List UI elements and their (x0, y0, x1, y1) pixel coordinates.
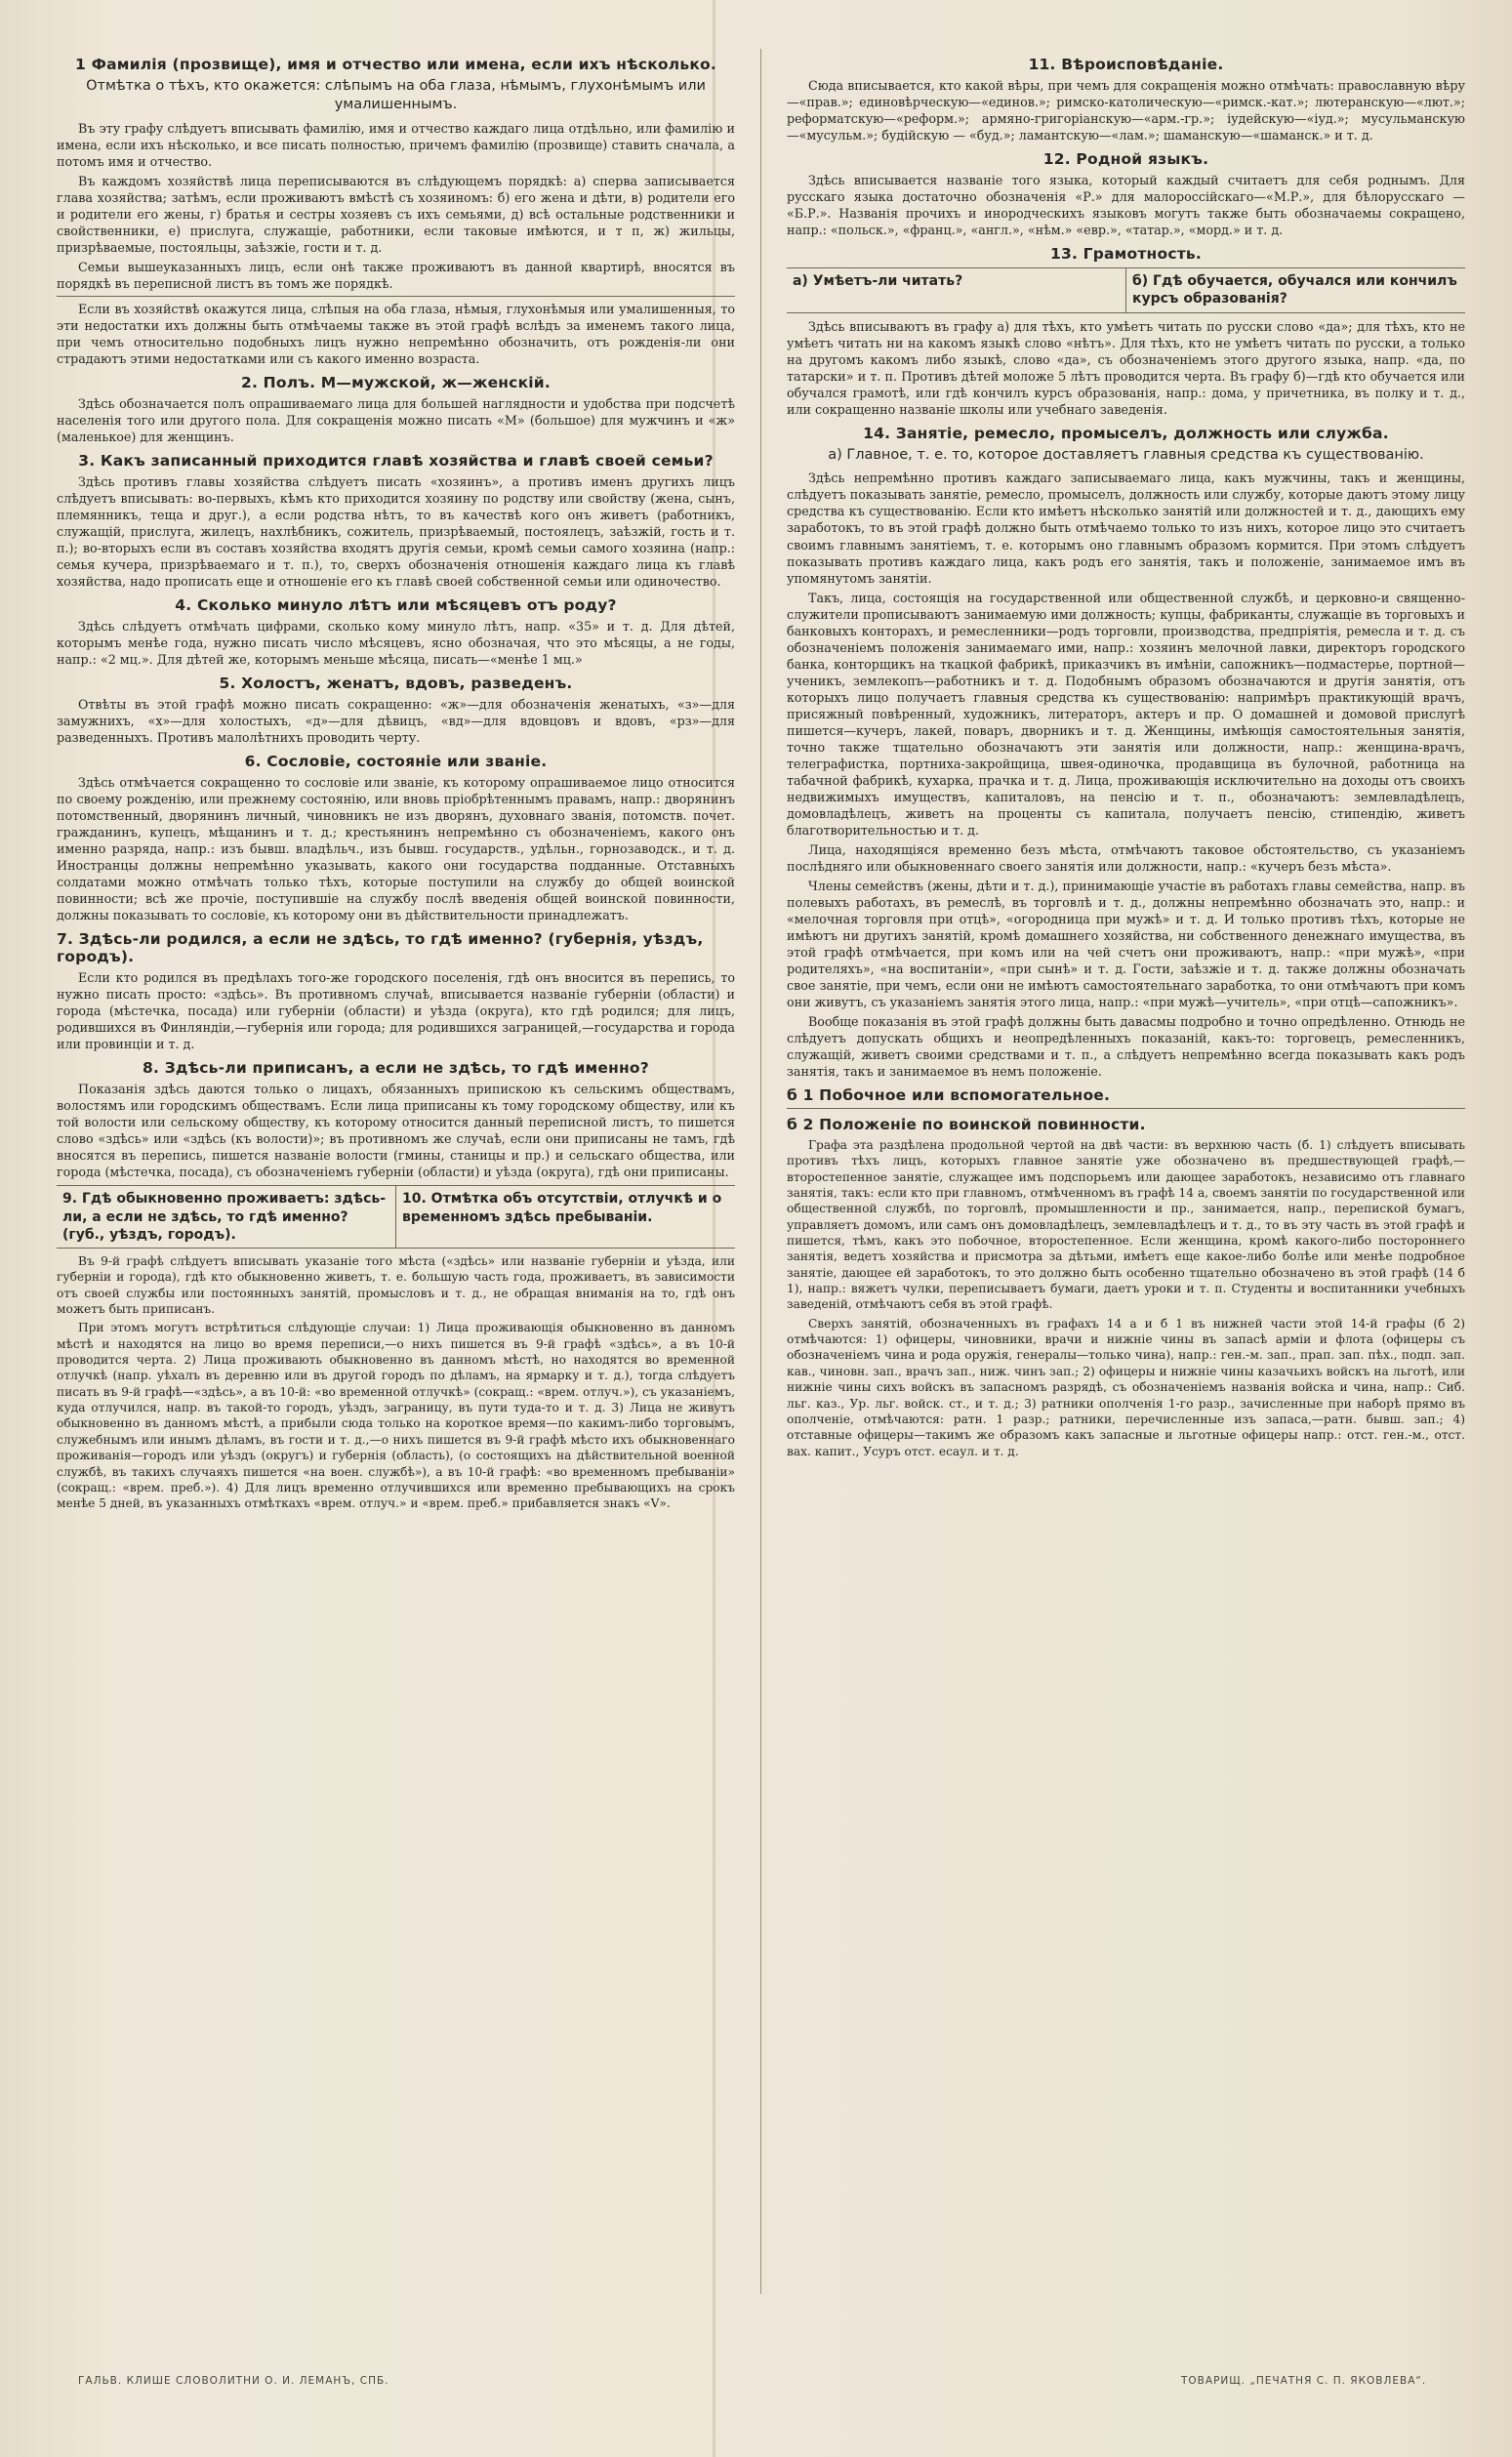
section-14a-heading: а) Главное, т. е. то, которое доставляетъ главныя средства къ существованію. (828, 446, 1424, 463)
printer-credit-left: ГАЛЬВ. КЛИШЕ СЛОВОЛИТНИ О. И. ЛЕМАНЪ, СПБ. (78, 2375, 389, 2387)
paragraph: Здѣсь слѣдуетъ отмѣчать цифрами, сколько кому минуло лѣтъ, напр. «35» и т. д. Для дѣтей, которымъ менѣе года, нужно писать число мѣсяцевъ, ясно обозначая, что это мѣсяцы, а не годы, напр.: «2 мц.». Для дѣтей же, которымъ меньше мѣсяца, писать—«менѣе 1 мц.» (57, 619, 735, 668)
paragraph: Въ эту графу слѣдуетъ вписывать фамилію, имя и отчество каждаго лица отдѣльно, или фамилію и имена, если ихъ нѣсколько, и все писать полностью, причемъ фамилію (прозвище) ставить сначала, а потомъ имя и отчество. (57, 120, 735, 169)
printer-credit-right: ТОВАРИЩ. „ПЕЧАТНЯ С. П. ЯКОВЛЕВА“. (1181, 2375, 1427, 2387)
section-1-subheading: Отмѣтка о тѣхъ, кто окажется: слѣпымъ на оба глаза, нѣмымъ, глухонѣмымъ или умалишеннымъ. (86, 78, 706, 112)
paragraph: Сверхъ занятій, обозначенныхъ въ графахъ 14 а и б 1 въ нижней части этой 14-й графы (б 2) отмѣчаются: 1) офицеры, чиновники, врачи и нижніе чины въ запасѣ арміи и флота (офицеры съ обозначеніемъ чина и рода оружія, генералы—только чина), напр.: ген.-м. зап., прап. зап. пѣх., подп. зап. кав., чиновн. зап., врачъ зап., ниж. чинъ зап.; 2) офицеры и нижніе чины казачьихъ войскъ на льготѣ, или нижніе чины сихъ войскъ въ запасномъ разрядѣ, съ обозначеніемъ названія войска и чина, напр.: Сиб. льг. каз., Ур. льг. войск. ст., и т. д.; 3) ратники ополченія 1-го разр., зачисленные при наборѣ прямо въ ополченіе, отмѣчаются: ратн. 1 разр.; ратники, перечисленные изъ запаса,—ратн. бывш. зап.; 4) отставные офицеры—такимъ же образомъ какъ запасные и льготные офицеры напр.: отст. ген.-м., отст. вах. капит., Усуръ отст. есаул. и т. д. (786, 1316, 1465, 1458)
paragraph: Вообще показанія въ этой графѣ должны быть давасмы подробно и точно опредѣленно. Отнюдь не слѣдуетъ допускать общихъ и неопредѣленныхъ показаній, какъ-то: торговецъ, ремесленникъ, служащій, живетъ своими средствами и т. п., а слѣдуетъ непремѣнно всегда показывать какъ родъ занятія, такъ и занимаемое въ немъ положеніе. (786, 1013, 1465, 1079)
sections-9-10-header (57, 1185, 735, 1249)
paragraph: Лица, находящіяся временно безъ мѣста, отмѣчаютъ таковое обстоятельство, съ указаніемъ послѣдняго или обыкновеннаго своего занятія или должности, напр.: «кучеръ безъ мѣста». (786, 841, 1465, 874)
page-fold (713, 0, 715, 2457)
divider (57, 296, 735, 297)
paragraph: При этомъ могутъ встрѣтиться слѣдующіе случаи: 1) Лица проживающія обыкновенно въ данномъ мѣстѣ и находятся на лицо во время переписи,—о нихъ пишется въ 9-й графѣ «здѣсь», а въ 10-й проводится черта. 2) Лица проживають обыкновенно въ данномъ мѣстѣ, но находятся во временной отлучкѣ (напр. уѣхалъ въ деревню или въ другой городъ по дѣламъ, на ярмарку и т. д.), тогда слѣдуетъ писать въ 9-й графѣ—«здѣсь», а въ 10-й: «во временной отлучкѣ» (сокращ.: «врем. отлуч.»), съ указаніемъ, куда отлучился, напр. въ такой-то городъ, уѣздъ, заграницу, въ пути туда-то и т. д. 3) Лица не живутъ обыкновенно въ данномъ мѣстѣ, а прибыли сюда только на короткое время—по какимъ-либо торговымъ, служебнымъ или инымъ дѣламъ, въ гости и т. д.,—о нихъ пишется въ 9-й графѣ мѣсто ихъ обыкновеннаго проживанія—городъ или уѣздъ (округъ) и губернія (область), (о состоящихъ на дѣйствительной военной службѣ, въ такихъ случаяхъ пишется «на воен. службѣ»), а въ 10-й графѣ: «во временномъ пребываніи» (сокращ.: «врем. преб.»). 4) Для лицъ временно отлучившихся или временно пребывающихъ на срокъ менѣе 5 дней, въ указанныхъ отмѣткахъ «врем. отлуч.» и «врем. преб.» прибавляется знакъ «V». (57, 1321, 735, 1511)
section-14b1-heading: б 1 Побочное или вспомогательное. (786, 1086, 1111, 1104)
section-9-heading: 9. Гдѣ обыкновенно проживаетъ: здѣсь-ли, а если не здѣсь, то гдѣ именно? (губ., уѣздъ, городъ). (57, 1186, 396, 1248)
right-column (787, 49, 1465, 2294)
section-3-heading: 3. Какъ записанный приходится главѣ хозяйства и главѣ своей семьи? (78, 451, 714, 470)
column-separator (760, 49, 761, 2294)
paragraph: Если кто родился въ предѣлахъ того-же городского поселенія, гдѣ онъ вносится въ перепись, то нужно писать просто: «здѣсь». Въ противномъ случаѣ, вписывается названіе губерніи (области) и города (мѣстечка, посада) или губерніи (области) и уѣзда (округа), кто гдѣ родился; для лицъ, родившихся въ Финляндіи,—губернія или города; для родившихся заграницей,—государства и города или провинціи и т. д. (57, 970, 735, 1052)
paragraph: Отвѣты въ этой графѣ можно писать сокращенно: «ж»—для обозначенія женатыхъ, «з»—для замужнихъ, «х»—для холостыхъ, «д»—для дѣвицъ, «вд»—для вдовцовъ и вдовъ, «рз»—для разведенныхъ. Противъ малолѣтнихъ проводить черту. (57, 697, 735, 746)
paragraph: Въ каждомъ хозяйствѣ лица переписываются въ слѣдующемъ порядкѣ: а) сперва записывается глава хозяйства; затѣмъ, если проживаютъ вмѣстѣ съ хозяиномъ: б) его жена и дѣти, в) родители его и родители его жены, г) братья и сестры хозяевъ съ ихъ семьями, д) всѣ остальные родственники и свойственники, е) прислуга, служащіе, работники, если таковые имѣются, и т п, ж) жильцы, призрѣваемые, постояльцы, заѣзжіе, гости и т. д. (57, 173, 735, 255)
left-column (57, 49, 735, 2294)
paragraph: Сюда вписывается, кто какой вѣры, при чемъ для сокращенія можно отмѣчать: православную вѣру—«прав.»; единовѣрческую—«единов.»; римско-католическую—«римск.-кат.»; лютеранскую—«лют.»; реформатскую—«реформ.»; армяно-григоріанскую—«арм.-гр.»; іудейскую—«іуд.»; мусульманскую—«мусульм.»; будійскую — «буд.»; ламантскую—«лам.»; шаманскую—«шаманск.» и т. д. (786, 78, 1465, 143)
section-4-heading: 4. Сколько минуло лѣтъ или мѣсяцевъ отъ роду? (175, 596, 617, 615)
paragraph: Здѣсь отмѣчается сокращенно то сословіе или званіе, къ которому опрашиваемое лицо относится по своему рожденію, или прежнему состоянію, или вновь пріобрѣтеннымъ правамъ, напр.: дворянинъ потомственный, дворянинъ личный, чиновникъ не изъ дворянъ, духовнаго званія, потомств. почет. гражданинъ, купецъ, мѣщанинъ и т. д.; крестьянинъ непремѣнно съ обозначеніемъ, какого онъ именно разряда, напр.: изъ бывш. владѣльч., изъ бывш. государств., удѣльн., горнозаводск., и т. д. Иностранцы должны непремѣнно указывать, какого они государства подданные. Отставныхъ солдатами можно отмѣчать только тѣхъ, которые поступили на службу до общей воинской повинности; всѣ же прочіе, поступившіе на службу послѣ введенія общей воинской повинности, должны показывать то сословіе, къ которому они въ дѣйствительности принадлежатъ. (57, 775, 735, 923)
section-6-heading: 6. Сословіе, состояніе или званіе. (244, 753, 548, 771)
paragraph: Такъ, лица, состоящія на государственной или общественной службѣ, и церковно-и священно-служители прописываютъ занимаемую ими должность; купцы, фабриканты, служащіе въ торговыхъ и банковыхъ конторахъ, и ремесленники—родъ торговли, производства, предпріятія, ремесла и т. д. съ обозначеніемъ положенія занимаемаго ими, напр.: хозяинъ мелочной лавки, директоръ городского банка, конторщикъ на ткацкой фабрикѣ, приказчикъ въ имѣніи, сапожникъ—подмастерье, портной—ученикъ, землекопъ—работникъ и т. д. Подобнымъ образомъ обозначаются и другія занятія, отъ которыхъ лицо получаетъ главныя средства къ существованію: напримѣръ практикующій врачъ, присяжный повѣренный, художникъ, литераторъ, актеръ и пр. О домашней и домовой прислугѣ пишется—кучеръ, лакей, поваръ, дворникъ и т. д. Женщины, имѣющія самостоятельныя занятія, точно также тщательно обозначаютъ эти занятія или должности, напр.: женщина-врачъ, телеграфистка, портниха-закройщица, швея-одиночка, продавщица въ булочной, работница на табачной фабрикѣ, кухарка, прачка и т. д. Лица, проживающія исключительно на доходы отъ своихъ недвижимыхъ имуществъ, капиталовъ, на пенсію и т. п., обозначаютъ: землевладѣлецъ, домовладѣлецъ, живетъ на проценты съ капитала, получаетъ пенсію, стипендію, живетъ благотворительностью и т. д. (786, 590, 1465, 838)
paragraph: Здѣсь вписываютъ въ графу а) для тѣхъ, кто умѣетъ читать по русски слово «да»; для тѣхъ, кто не умѣетъ читать ни на какомъ языкѣ слово «нѣтъ». Для тѣхъ, кто не умѣетъ читать по русски, а только на другомъ какомъ либо языкѣ, слово «да», съ обозначеніемъ этого другого языка, напр. «да, по татарски» и т. п. Противъ дѣтей моложе 5 лѣтъ проводится черта. Въ графу б)—гдѣ кто обучается или обучался грамотѣ, или гдѣ кончилъ курсъ образованія, напр.: дома, у причетника, въ полку и т. д., или сокращенно названіе школы или учебнаго заведенія. (786, 318, 1465, 417)
section-2-heading: 2. Полъ. М—мужской, ж—женскій. (241, 373, 551, 391)
section-13-heading: 13. Грамотность. (1049, 245, 1202, 264)
section-5-heading: 5. Холостъ, женатъ, вдовъ, разведенъ. (219, 675, 573, 693)
paragraph: Семьи вышеуказанныхъ лицъ, если онѣ также проживаютъ въ данной квартирѣ, вносятся въ порядкѣ въ переписной листъ въ томъ же порядкѣ. (57, 259, 735, 291)
section-1-heading: 1 Фамилія (прозвище), имя и отчество или имена, если ихъ нѣсколько. (75, 56, 716, 73)
section-12-heading: 12. Родной языкъ. (1042, 150, 1209, 169)
section-13b-heading: б) Гдѣ обучается, обучался или кончилъ курсъ образованія? (1131, 273, 1457, 307)
paragraph: Графа эта раздѣлена продольной чертой на двѣ части: въ верхнюю часть (б. 1) слѣдуетъ вписывать противъ тѣхъ лицъ, которыхъ главное занятіе уже обозначено въ предшествующей графѣ,—второстепенное занятіе, служащее имъ подспорьемъ или дающее заработокъ, независимо отъ главнаго занятія, такъ: если кто при главномъ, отмѣченномъ въ графѣ 14 а, своемъ занятіи по государственной или общественной службѣ, по торговлѣ, промышленности и пр., занимается, напр., перепиской бумагъ, управляетъ домомъ, или самъ онъ домовладѣлецъ, землевладѣлецъ и т. д., то въ эту часть въ этой графѣ и пишется, тѣмъ, какъ это побочное, второстепенное. Если женщина, кромѣ какого-либо постороннего занятія, ведетъ хозяйства и присмотра за дѣтьми, имѣетъ еще какое-либо болѣе или менѣе подробное занятіе, дающее ей заработокъ, то это должно быть особенно тщательно обозначено въ этой графѣ (14 б 1), напр.: вяжетъ чулки, переписываетъ бумаги, даетъ уроки и т. п. Студенты и воспитанники учебныхъ заведеній, отмѣчаютъ себя въ этой графѣ. (786, 1138, 1465, 1312)
paragraph: Показанія здѣсь даются только о лицахъ, обязанныхъ припискою къ сельскимъ обществамъ, волостямъ или городскимъ обществамъ. Если лица приписаны къ тому городскому обществу, или къ той волости или сельскому обществу, къ которому относится данный переписной листъ, то пишется слово «здѣсь» или «здѣсь (къ волости)»; въ противномъ же случаѣ, если они приписаны не тамъ, гдѣ вносятся въ перепись, пишется названіе волости (гмины, станицы и пр.) и сельскаго общества, или города (мѣстечка, посада), съ обозначеніемъ губерніи (области) и уѣзда (округа), гдѣ они приписаны. (57, 1082, 735, 1180)
section-13a-heading: а) Умѣетъ-ли читать? (787, 268, 1126, 311)
section-7-heading: 7. Здѣсь-ли родился, а если не здѣсь, то гдѣ именно? (губернія, уѣздъ, городъ). (57, 930, 704, 966)
section-8-heading: 8. Здѣсь-ли приписанъ, а если не здѣсь, то гдѣ именно? (143, 1059, 649, 1078)
section-10-heading: 10. Отмѣтка объ отсутствіи, отлучкѣ и о временномъ здѣсь пребываніи. (402, 1191, 722, 1225)
paragraph: Если въ хозяйствѣ окажутся лица, слѣпыя на оба глаза, нѣмыя, глухонѣмыя или умалишенныя, то эти недостатки ихъ должны быть отмѣчаемы также въ этой графѣ вслѣдъ за именемъ такого лица, при чемъ относительно подобныхъ лицъ нужно непремѣнно обозначить, отъ рожденія-ли они страдаютъ этими недостатками или съ какого именно возраста. (57, 301, 735, 366)
divider (787, 1108, 1465, 1109)
section-14b2-heading: б 2 Положеніе по воинской повинности. (786, 1116, 1146, 1133)
paragraph: Здѣсь вписывается названіе того языка, который каждый считаетъ для себя роднымъ. Для русскаго языка достаточно обозначенія «Р.» для малороссійскаго—«М.Р.», для бѣлорусскаго — «Б.Р.». Названія прочихъ и инородческихъ языковъ могутъ также быть обозначаемы сокращено, напр.: «польск.», «франц.», «англ.», «нѣм.» «евр.», «татар.», «морд.» и т. д. (786, 173, 1465, 238)
section-13-columns (787, 267, 1465, 312)
paragraph: Здѣсь обозначается полъ опрашиваемаго лица для большей наглядности и удобства при подсчетѣ населенія того или другого пола. Для сокращенія можно писать «М» (большое) для мужчинъ и «ж» (маленькое) для женщинъ. (57, 395, 735, 444)
section-11-heading: 11. Вѣроисповѣданіе. (1028, 56, 1224, 73)
section-14-heading: 14. Занятіе, ремесло, промыселъ, должность или служба. (863, 424, 1389, 442)
paragraph: Члены семействъ (жены, дѣти и т. д.), принимающіе участіе въ работахъ главы семейства, напр. въ полевыхъ работахъ, въ ремеслѣ, въ торговлѣ и т. д., должны непремѣнно обозначать это, напр.: и «мелочная торговля при отцѣ», «огородница при мужѣ» и т. д. И только противъ тѣхъ, которые не имѣютъ ни другихъ занятій, кромѣ домашнего хозяйства, ни собственного денежнаго имущества, въ этой графѣ отмѣчается, при комъ или на чей счетъ они проживаютъ, напр.: «при мужѣ», «при родителяхъ», «на воспитаніи», «при сынѣ» и т. д. Гости, заѣзжіе и т. д. также должны обозначать свое занятіе, при чемъ, если они не имѣютъ самостоятельнаго заработка, то они отмѣчаютъ при комъ они живутъ, съ указаніемъ занятія этого лица, напр.: «при мужѣ—учитель», «при отцѣ—сапожникъ». (786, 878, 1465, 1009)
paragraph: Здѣсь непремѣнно противъ каждаго записываемаго лица, какъ мужчины, такъ и женщины, слѣдуетъ показывать занятіе, ремесло, промыселъ, должность или службу, которые даютъ этому лицу средства къ существованію. Если кто имѣетъ нѣсколько занятій или должностей и т. д., дающихъ ему заработокъ, то въ этой графѣ должно быть отмѣчаемо только то изъ нихъ, которое лицо это считаетъ своимъ главнымъ занятіемъ, т. е. которымъ оно главнымъ образомъ кормится. При этомъ слѣдуетъ показывать противъ каждаго лица, какъ родъ его занятія, такъ и положеніе, занимаемое имъ въ упомянутомъ занятіи. (786, 471, 1465, 586)
paragraph: Въ 9-й графѣ слѣдуетъ вписывать указаніе того мѣста («здѣсь» или названіе губерніи и уѣзда, или губерніи и города), гдѣ кто обыкновенно живетъ, т. е. большую часть года, проживаетъ, въ зависимости отъ своей службы или постоянныхъ занятій, промысловъ и т. д., не обращая вниманія на то, гдѣ онъ можетъ быть приписанъ. (57, 1254, 735, 1317)
paragraph: Здѣсь противъ главы хозяйства слѣдуетъ писать «хозяинъ», а противъ именъ другихъ лицъ слѣдуетъ вписывать: во-первыхъ, кѣмъ кто приходится хозяину по родству или свойству (жена, сынъ, племянникъ, теща и друг.), а если родства нѣтъ, то въ качествѣ кого онъ живетъ (работникъ, служащій, прислуга, жилецъ, нахлѣбникъ, сожитель, призрѣваемый, постоялецъ, заѣзжій, гость и т. п.); во-вторыхъ если въ составъ хозяйства входятъ другія семьи, кромѣ семьи самого хозяина (напр.: семья кучера, призрѣваемаго и т. п.), то, сверхъ обозначенія отношенія каждаго лица къ главѣ хозяйства, надо прописать еще и отношеніе его къ главѣ своей собственной семьи или одиночество. (57, 473, 735, 590)
